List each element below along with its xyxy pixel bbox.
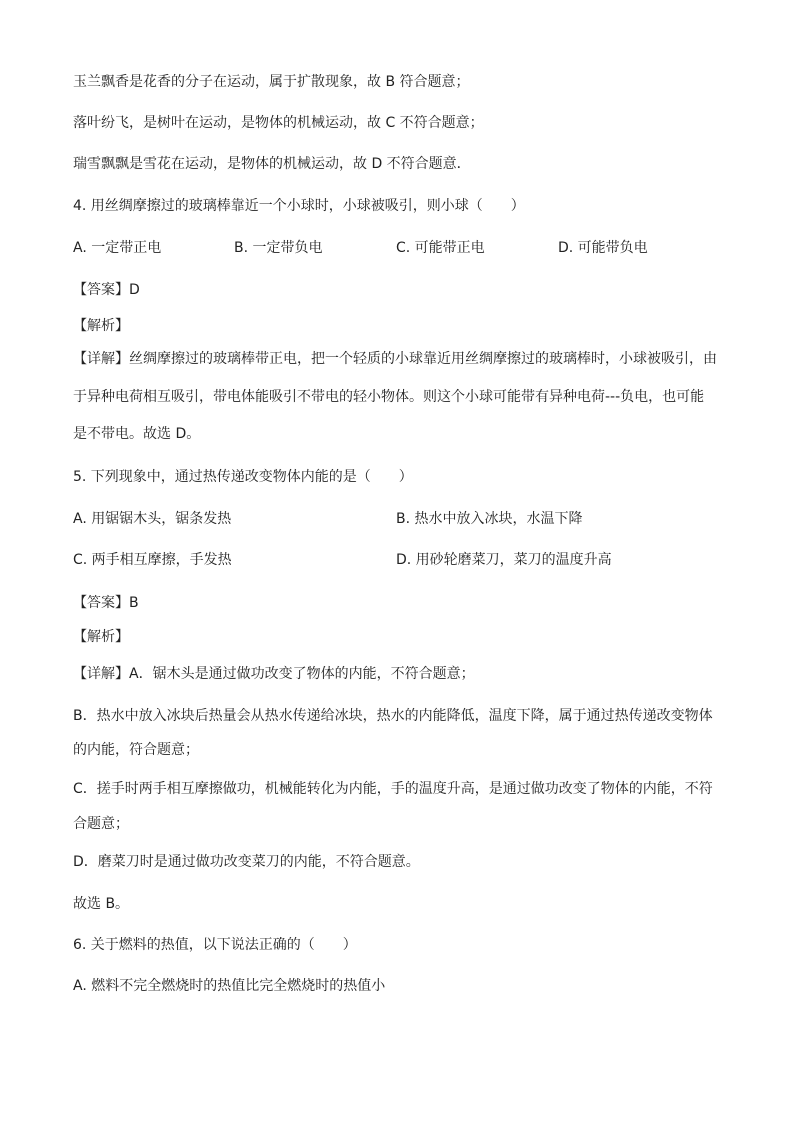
intro-line-d: 瑞雪飘飘是雪花在运动，是物体的机械运动，故 D 不符合题意．: [73, 156, 471, 172]
q5-option-a: A. 用锯锯木头，锯条发热: [73, 511, 232, 527]
intro-line-b: 玉兰飘香是花香的分子在运动，属于扩散现象，故 B 符合题意；: [73, 74, 470, 90]
q4-option-a: A. 一定带正电: [73, 240, 162, 256]
q4-option-c: C. 可能带正电: [396, 240, 485, 256]
q5-detail-line-2: B．热水中放入冰块后热量会从热水传递给冰块，热水的内能降低，温度下降，属于通过热传递改变物体: [73, 708, 713, 724]
answer-value: B: [129, 595, 139, 611]
q5-detail-line-5: 合题意；: [73, 816, 129, 832]
q6-stem: 6. 关于燃料的热值，以下说法正确的（ ）: [73, 937, 357, 953]
q6-option-a: A. 燃料不完全燃烧时的热值比完全燃烧时的热值小: [73, 978, 386, 994]
q4-option-b: B. 一定带负电: [234, 240, 323, 256]
q5-option-d: D. 用砂轮磨菜刀，菜刀的温度升高: [396, 552, 612, 568]
q5-option-b: B. 热水中放入冰块，水温下降: [396, 511, 583, 527]
q4-stem: 4. 用丝绸摩擦过的玻璃棒靠近一个小球时，小球被吸引，则小球（ ）: [73, 198, 525, 214]
detail-text: A．锯木头是通过做功改变了物体的内能，不符合题意；: [129, 666, 475, 682]
detail-text: 丝绸摩擦过的玻璃棒带正电，把一个轻质的小球靠近用丝绸摩擦过的玻璃棒时，小球被吸引，由: [129, 351, 717, 367]
detail-tag: 【详解】: [73, 351, 129, 367]
answer-value: D: [129, 282, 140, 298]
q5-analysis-tag: 【解析】: [73, 629, 129, 645]
q4-detail-line-1: [73, 350, 717, 368]
q4-detail-line-2: 于异种电荷相互吸引，带电体能吸引不带电的轻小物体。则这个小球可能带有异种电荷---负电，也可能: [73, 389, 705, 405]
q5-conclusion: 故选 B。: [73, 896, 130, 912]
q4-answer: [73, 281, 140, 299]
q4-detail-line-3: 是不带电。故选 D。: [73, 426, 201, 442]
q4-option-d: D. 可能带负电: [558, 240, 648, 256]
q4-analysis-tag: 【解析】: [73, 318, 129, 334]
q5-detail-line-6: D．磨菜刀时是通过做功改变菜刀的内能，不符合题意。: [73, 854, 420, 870]
q5-detail-line-3: 的内能，符合题意；: [73, 742, 199, 758]
answer-tag: 【答案】: [73, 595, 129, 611]
q5-stem: 5. 下列现象中，通过热传递改变物体内能的是（ ）: [73, 469, 413, 485]
answer-tag: 【答案】: [73, 282, 129, 298]
intro-line-c: 落叶纷飞，是树叶在运动，是物体的机械运动，故 C 不符合题意；: [73, 115, 484, 131]
q5-answer: [73, 594, 139, 612]
q5-option-c: C. 两手相互摩擦，手发热: [73, 552, 232, 568]
detail-tag: 【详解】: [73, 666, 129, 682]
q5-detail-line-1: [73, 665, 475, 683]
q5-detail-line-4: C．搓手时两手相互摩擦做功，机械能转化为内能，手的温度升高，是通过做功改变了物体的内能，不符: [73, 781, 713, 797]
